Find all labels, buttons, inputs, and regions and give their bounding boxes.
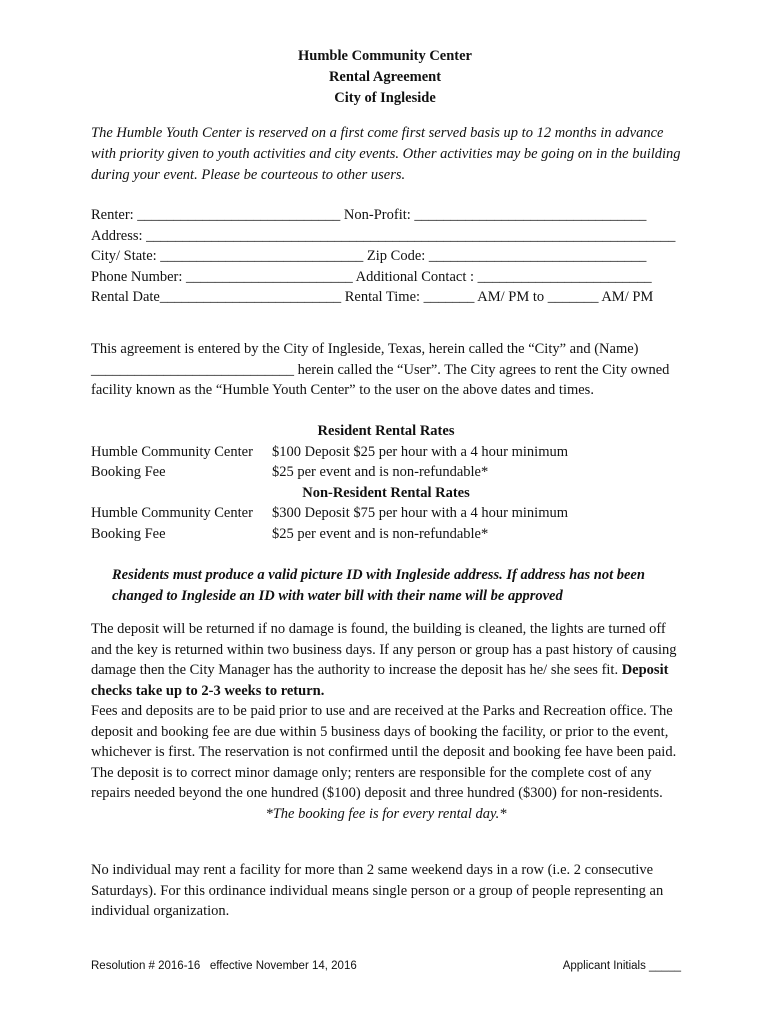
rate-value: $25 per event and is non-refundable* (272, 464, 489, 480)
rate-label: Booking Fee (91, 525, 166, 542)
form-row-renter[interactable]: Renter: ____________________________ Non-Profit: ________________________________ (91, 207, 647, 223)
agreement-paragraph: This agreement is entered by the City of Ingleside, Texas, herein called the “City” and (Name) ____________________________ herein called the “User”. The City agrees to rent the City owned facility known as the “Humble Youth Center” to the user on the above dates and times. (91, 341, 670, 398)
applicant-initials[interactable]: Applicant Initials _____ (562, 960, 681, 972)
rate-label: Humble Community Center (91, 443, 253, 460)
renter-form (91, 205, 691, 308)
id-requirement-notice: Residents must produce a valid picture ID with Ingleside address. If address has not been changed to Ingleside an ID with water bill with their name will be approved (112, 567, 645, 604)
rental-rates (91, 421, 681, 544)
rate-row (91, 503, 681, 524)
deposit-section (91, 619, 681, 824)
page-footer (91, 960, 681, 980)
header-city: City of Ingleside (334, 90, 436, 106)
rate-row (91, 462, 681, 483)
resident-rates-title: Resident Rental Rates (317, 423, 455, 439)
header-title: Humble Community Center (298, 48, 472, 64)
rate-label: Humble Community Center (91, 505, 253, 521)
form-row-rental-date[interactable]: Rental Date_________________________ Rental Time: _______ AM/ PM to _______ AM/ PM (91, 289, 654, 305)
deposit-return-note: Deposit checks take up to 2-3 weeks to return. (91, 662, 669, 699)
ordinance-paragraph: No individual may rent a facility for more than 2 same weekend days in a row (i.e. 2 consecutive Saturdays). For this ordinance individual means single person or a group of people representing an individual organization. (91, 862, 664, 919)
nonresident-rates-title: Non-Resident Rental Rates (302, 484, 470, 501)
resolution-text: Resolution # 2016-16 effective November 14, 2016 (91, 960, 357, 972)
form-row-phone[interactable]: Phone Number: _______________________ Additional Contact : ________________________ (91, 268, 652, 285)
deposit-text: The deposit will be returned if no damage is found, the building is cleaned, the lights are turned off and the key is returned within two business days. If any person or group has a past history of causing damage then the City Manager has the authority to increase the deposit has he/ she sees fit. (91, 621, 677, 678)
booking-fee-note: *The booking fee is for every rental day.* (265, 805, 507, 822)
rate-value: $25 per event and is non-refundable* (272, 525, 489, 542)
rate-value: $100 Deposit $25 per hour with a 4 hour minimum (272, 443, 569, 460)
rate-row (91, 442, 681, 463)
deposit-paragraph (91, 619, 681, 701)
intro-paragraph: The Humble Youth Center is reserved on a first come first served basis up to 12 months in advance with priority given to youth activities and city events. Other activities may be going on in the building during your event. Please be courteous to other users. (91, 125, 681, 183)
rate-value: $300 Deposit $75 per hour with a 4 hour minimum (272, 505, 569, 521)
fees-paragraph: Fees and deposits are to be paid prior to use and are received at the Parks and Recreation office. The deposit and booking fee are due within 5 business days of booking the facility, or prior to the event, whichever is first. The reservation is not confirmed until the deposit and booking fee have been paid. The deposit is to correct minor damage only; renters are responsible for the complete cost of any repairs needed beyond the one hundred ($100) deposit and three hundred ($300) for non-residents. (91, 703, 677, 801)
header-subtitle: Rental Agreement (328, 69, 442, 85)
document-header (0, 46, 770, 109)
form-row-city-zip[interactable]: City/ State: ____________________________ Zip Code: ______________________________ (91, 248, 647, 264)
form-row-address[interactable]: Address: _________________________________________________________________________ (91, 227, 676, 244)
rate-row (91, 524, 681, 545)
rate-label: Booking Fee (91, 464, 166, 480)
